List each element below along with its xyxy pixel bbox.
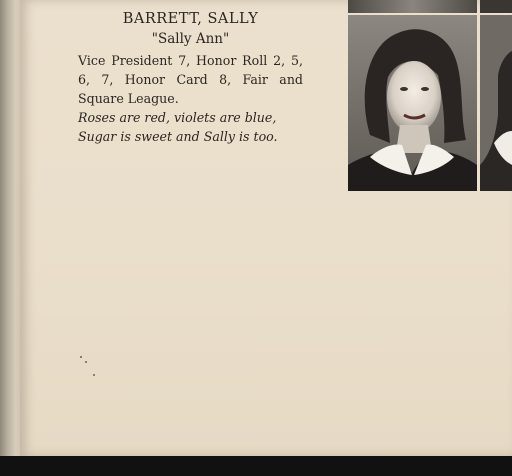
- book-gutter: [0, 0, 22, 458]
- dust-speck: [80, 356, 82, 358]
- dust-speck: [93, 374, 95, 376]
- student-name: BARRETT, SALLY: [122, 11, 259, 27]
- student-activities: Vice President 7, Honor Roll 2, 5, 6, 7, Honor Card 8, Fair and Square League.: [78, 53, 303, 106]
- senior-entry: [78, 9, 303, 146]
- quote-line-1: Roses are red, violets are blue,: [78, 110, 277, 125]
- portrait-photo: [348, 15, 477, 191]
- quote-line-2: Sugar is sweet and Sally is too.: [78, 129, 278, 144]
- scan-bottom-border: [0, 456, 512, 476]
- student-nickname: "Sally Ann": [151, 31, 230, 47]
- adjacent-portrait-photo: [480, 15, 512, 191]
- portrait-photo-corner: [480, 0, 512, 13]
- face-shape: [387, 61, 441, 133]
- dust-speck: [85, 361, 87, 363]
- portrait-photo-above: [348, 0, 477, 13]
